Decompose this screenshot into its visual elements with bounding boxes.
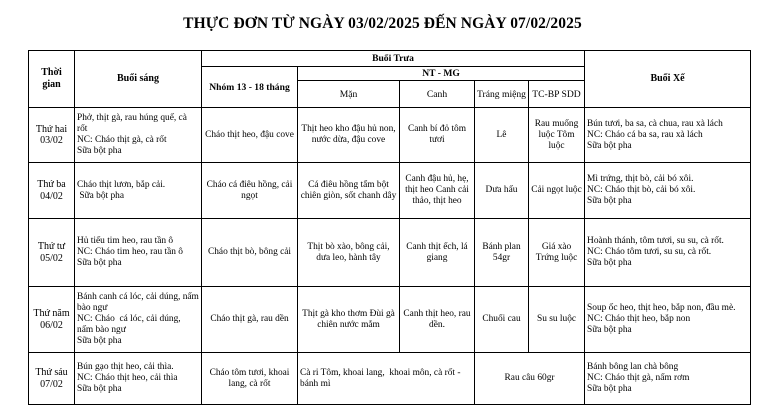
tcbp-cell: Rau muống luộc Tôm luộc bbox=[529, 108, 585, 163]
day-cell bbox=[29, 219, 75, 287]
afternoon-cell bbox=[585, 108, 751, 163]
afternoon-line: Sữa bột pha bbox=[587, 140, 632, 151]
afternoon-cell bbox=[585, 287, 751, 353]
dessert-cell: Bánh plan 54gr bbox=[475, 219, 529, 287]
breakfast-cell bbox=[75, 108, 202, 163]
breakfast-line: Sữa bột pha bbox=[77, 146, 122, 157]
day-date: 03/02 bbox=[40, 135, 63, 147]
soup-cell: Canh đậu hủ, hẹ, thịt heo Canh cải thảo, thịt heo bbox=[400, 163, 475, 219]
afternoon-line: Bánh bông lan chà bông bbox=[587, 362, 679, 373]
table-row bbox=[29, 108, 751, 163]
salty-cell: Thịt gà kho thơm Đùi gà chiên nước mắm bbox=[298, 287, 400, 353]
afternoon-line: Mì trứng, thịt bò, cải bó xôi. bbox=[587, 174, 694, 185]
header-lunch: Buổi Trưa bbox=[202, 51, 585, 67]
day-date: 07/02 bbox=[40, 378, 63, 390]
tcbp-cell: Cải ngọt luộc bbox=[529, 163, 585, 219]
afternoon-line: NC: Cháo cá ba sa, rau xà lách bbox=[587, 129, 703, 140]
infant-cell: Cháo thịt gà, rau dền bbox=[202, 287, 298, 353]
infant-cell: Cháo cá điêu hồng, cải ngọt bbox=[202, 163, 298, 219]
header-afternoon: Buổi Xế bbox=[585, 51, 751, 108]
breakfast-cell bbox=[75, 353, 202, 405]
breakfast-cell bbox=[75, 287, 202, 353]
breakfast-cell bbox=[75, 219, 202, 287]
afternoon-line: NC: Cháo thịt gà, nấm rơm bbox=[587, 373, 690, 384]
day-name: Thứ tư bbox=[37, 241, 66, 253]
breakfast-line: Phở, thịt gà, rau húng quế, cà rốt bbox=[77, 113, 187, 135]
afternoon-line: Sữa bột pha bbox=[587, 196, 632, 207]
afternoon-cell bbox=[585, 163, 751, 219]
afternoon-line: Sữa bột pha bbox=[587, 258, 632, 269]
breakfast-line: Sữa bột pha bbox=[77, 258, 122, 269]
day-cell bbox=[29, 287, 75, 353]
day-date: 04/02 bbox=[40, 190, 63, 202]
day-date: 06/02 bbox=[40, 319, 63, 331]
afternoon-cell bbox=[585, 219, 751, 287]
afternoon-cell bbox=[585, 353, 751, 405]
breakfast-line: NC: Cháo thịt heo, cải thìa bbox=[77, 373, 178, 384]
infant-cell: Cháo thịt heo, đậu cove bbox=[202, 108, 298, 163]
salty-cell: Cá điêu hồng tẩm bột chiên giòn, sốt chanh dây bbox=[298, 163, 400, 219]
breakfast-line: Bánh canh cá lóc, cải dúng, nấm bào ngư bbox=[77, 292, 199, 314]
infant-cell: Cháo tôm tươi, khoai lang, cà rốt bbox=[202, 353, 298, 405]
salty-soup-cell: Cà ri Tôm, khoai lang, khoai môn, cà rốt - bánh mì bbox=[298, 353, 475, 405]
dessert-tcbp-cell: Rau câu 60gr bbox=[475, 353, 585, 405]
page-title: THỰC ĐƠN TỪ NGÀY 03/02/2025 ĐẾN NGÀY 07/02/2025 bbox=[183, 15, 582, 32]
infant-cell: Cháo thịt bò, bông cải bbox=[202, 219, 298, 287]
tcbp-cell: Giá xào Trứng luộc bbox=[529, 219, 585, 287]
dessert-cell: Chuối cau bbox=[475, 287, 529, 353]
weekly-menu-table bbox=[28, 50, 751, 405]
header-salty: Mặn bbox=[298, 81, 400, 108]
header-time: Thời gian bbox=[29, 51, 75, 108]
table-row bbox=[29, 163, 751, 219]
breakfast-line: NC: Cháo cá lóc, cải dúng, nấm bào ngư bbox=[77, 314, 183, 336]
afternoon-line: Sữa bột pha bbox=[587, 384, 632, 395]
day-cell bbox=[29, 108, 75, 163]
afternoon-line: Sữa bột pha bbox=[587, 325, 632, 336]
afternoon-line: NC: Cháo thịt bò, cải bó xôi. bbox=[587, 185, 696, 196]
dessert-cell: Lê bbox=[475, 108, 529, 163]
afternoon-line: NC: Cháo tôm tươi, su su, cà rốt. bbox=[587, 247, 712, 258]
afternoon-line: Hoành thánh, tôm tươi, su su, cà rốt. bbox=[587, 236, 724, 247]
day-cell bbox=[29, 353, 75, 405]
header-infant-group: Nhóm 13 - 18 tháng bbox=[202, 67, 298, 108]
day-cell bbox=[29, 163, 75, 219]
day-name: Thứ hai bbox=[35, 123, 68, 135]
table-row bbox=[29, 287, 751, 353]
breakfast-line: NC: Cháo thịt gà, cà rốt bbox=[77, 135, 167, 146]
afternoon-line: Soup ốc heo, thịt heo, bắp non, đầu mè. bbox=[587, 303, 736, 314]
tcbp-cell: Su su luộc bbox=[529, 287, 585, 353]
dessert-cell: Dưa hấu bbox=[475, 163, 529, 219]
day-name: Thứ sáu bbox=[35, 367, 68, 379]
day-date: 05/02 bbox=[40, 252, 63, 264]
header-nt-mg-group: NT - MG bbox=[298, 67, 585, 81]
header-dessert: Tráng miệng bbox=[475, 81, 529, 108]
breakfast-line: Sữa bột pha bbox=[77, 190, 125, 201]
afternoon-line: NC: Cháo thịt heo, bắp non bbox=[587, 314, 691, 325]
table-row bbox=[29, 353, 751, 405]
header-tcbp: TC-BP SDD bbox=[529, 81, 585, 108]
soup-cell: Canh thịt heo, rau dền. bbox=[400, 287, 475, 353]
breakfast-line: Sữa bột pha bbox=[77, 336, 122, 347]
day-name: Thứ năm bbox=[33, 308, 70, 320]
breakfast-line: Sữa bột pha bbox=[77, 384, 122, 395]
table-row bbox=[29, 219, 751, 287]
breakfast-cell bbox=[75, 163, 202, 219]
header-breakfast: Buổi sáng bbox=[75, 51, 202, 108]
header-soup: Canh bbox=[400, 81, 475, 108]
salty-cell: Thịt bò xào, bông cải, dưa leo, hành tây bbox=[298, 219, 400, 287]
breakfast-line: Cháo thịt lươn, bắp cải. bbox=[77, 179, 166, 190]
breakfast-line: Hủ tiếu tim heo, rau tần ô bbox=[77, 236, 174, 247]
salty-cell: Thịt heo kho đậu hủ non, nước dừa, đậu cove bbox=[298, 108, 400, 163]
breakfast-line: Bún gạo thịt heo, cải thìa. bbox=[77, 362, 174, 373]
soup-cell: Canh thịt ếch, lá giang bbox=[400, 219, 475, 287]
afternoon-line: Bún tươi, ba sa, cà chua, rau xà lách bbox=[587, 118, 723, 129]
day-name: Thứ ba bbox=[37, 179, 66, 191]
breakfast-line: NC: Cháo tim heo, rau tần ô bbox=[77, 247, 183, 258]
soup-cell: Canh bí đỏ tôm tươi bbox=[400, 108, 475, 163]
